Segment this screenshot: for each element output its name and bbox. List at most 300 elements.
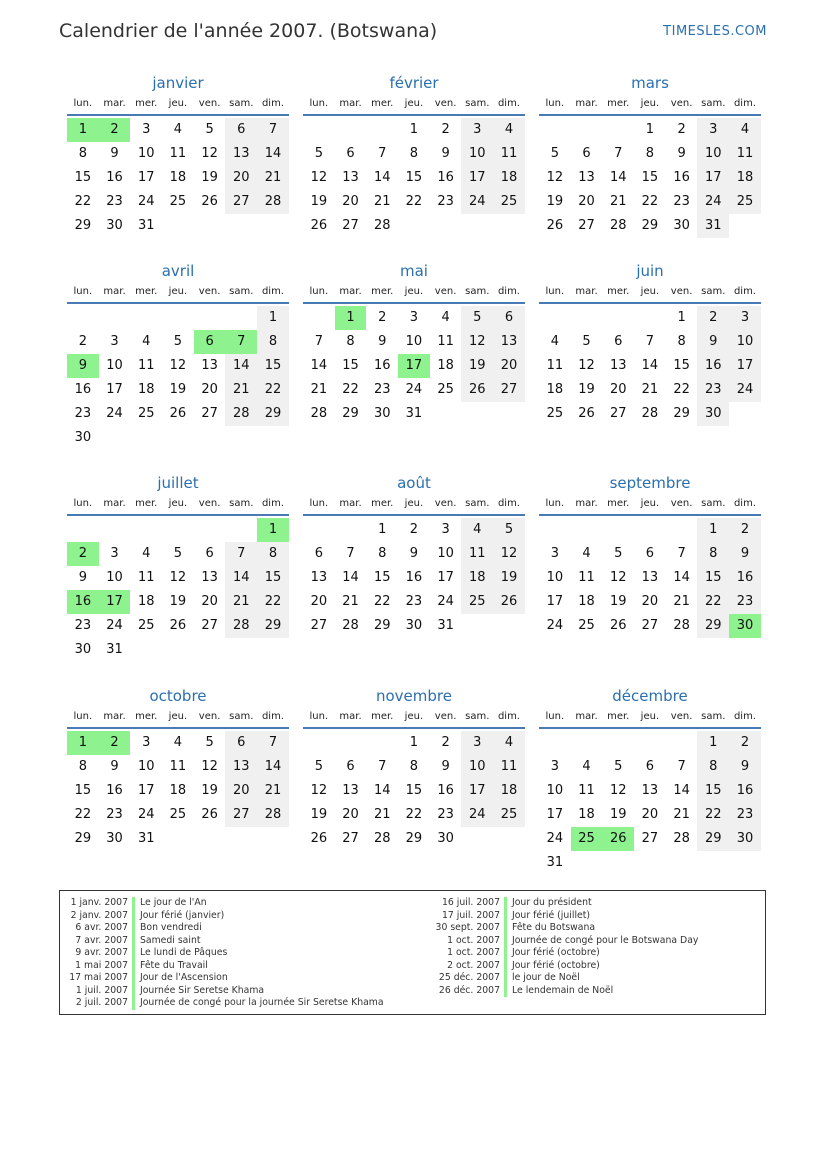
empty-cell [493,402,525,426]
weekday-label: mar. [575,286,598,297]
day-cell: 14 [373,170,391,185]
weekday-label: ven. [198,286,221,297]
day-cell: 30 [697,402,729,426]
month-name: février [389,74,439,92]
empty-cell [303,731,335,755]
month-5 [539,260,761,426]
day-cell: 5 [173,546,183,561]
weekday-label: jeu. [168,711,188,722]
month-2 [539,72,761,238]
day-cell: 14 [310,358,328,373]
day-cell: 13 [310,570,328,585]
empty-cell [162,214,194,238]
day-cell: 24 [405,382,423,397]
weekday-label: jeu. [404,498,424,509]
empty-cell [666,851,698,875]
day-cell: 27 [641,618,659,633]
day-cell: 8 [677,334,686,349]
day-cell: 1 [645,122,655,137]
day-cell: 11 [137,358,155,373]
empty-cell [130,306,162,330]
weekday-label: ven. [434,98,457,109]
day-cell: 23 [106,194,123,209]
weekday-label: mar. [103,711,126,722]
holiday-column-right [432,897,698,997]
day-cell: 1 [257,306,289,330]
day-cell: 28 [673,831,690,846]
day-cell: 13 [342,170,359,185]
month-name: octobre [149,687,207,705]
day-cell: 13 [201,358,218,373]
day-cell: 29 [257,614,289,638]
holiday-name: le jour de Noël [512,972,580,983]
weekday-label: mar. [339,286,362,297]
weekday-header [539,709,761,729]
day-cell: 20 [225,779,257,803]
holiday-row [60,897,384,910]
day-cell: 8 [346,334,355,349]
day-cell: 16 [673,170,690,185]
day-cell: 11 [546,358,564,373]
holiday-row [60,947,384,960]
day-cell: 3 [110,546,119,561]
day-cell: 2 [697,306,729,330]
day-cell: 29 [641,218,659,233]
day-cell: 25 [729,190,761,214]
day-cell: 15 [257,354,289,378]
weekday-label: lun. [309,498,329,509]
holiday-marker [504,897,507,910]
day-cell: 9 [409,546,419,561]
day-cell: 26 [578,406,595,421]
day-cell: 29 [257,402,289,426]
day-cell: 26 [546,218,564,233]
day-cell: 23 [673,194,690,209]
empty-cell [602,851,634,875]
day-cell: 16 [405,570,423,585]
week-row [67,779,289,803]
day-cell: 23 [729,590,761,614]
holiday-row [432,910,698,923]
holiday-marker [132,935,135,948]
day-cell: 2 [99,118,131,142]
day-cell: 20 [342,194,359,209]
weekday-label: lun. [309,286,329,297]
weekday-header [67,96,289,116]
weekday-label: ven. [670,498,693,509]
day-cell: 10 [461,142,493,166]
weekday-label: dim. [733,286,756,297]
empty-cell [194,306,226,330]
day-cell: 7 [614,146,623,161]
day-cell: 3 [729,306,761,330]
month-3 [67,260,289,450]
day-cell: 7 [645,334,655,349]
week-row [539,118,761,142]
week-row [67,378,289,402]
month-11 [539,685,761,875]
day-cell: 18 [137,382,155,397]
weekday-label: lun. [73,498,93,509]
holiday-date: 1 oct. 2007 [447,947,500,958]
holiday-name: Jour férié (octobre) [512,947,600,958]
day-cell: 1 [257,518,289,542]
day-cell: 21 [310,382,328,397]
empty-cell [162,426,194,450]
day-cell: 22 [74,194,92,209]
holiday-date: 30 sept. 2007 [435,922,500,933]
week-row [67,214,289,238]
holiday-date: 16 juil. 2007 [442,897,500,908]
day-cell: 28 [673,618,690,633]
empty-cell [493,214,525,238]
holiday-date: 25 déc. 2007 [438,972,500,983]
weekday-label: dim. [733,498,756,509]
day-cell: 7 [346,546,355,561]
day-cell: 21 [609,194,627,209]
day-cell: 28 [225,402,257,426]
day-cell: 4 [493,731,525,755]
day-cell: 14 [673,570,690,585]
day-cell: 17 [546,807,564,822]
day-cell: 22 [697,590,729,614]
holiday-marker [132,922,135,935]
holiday-date: 1 janv. 2007 [70,897,128,908]
weekday-label: ven. [670,711,693,722]
day-cell: 6 [346,759,355,774]
weekday-label: sam. [229,711,254,722]
site-logo[interactable]: TIMESLES.COM [663,24,767,39]
weekday-label: dim. [497,498,520,509]
day-cell: 31 [437,618,454,633]
day-cell: 1 [677,310,686,325]
day-cell: 16 [729,566,761,590]
empty-cell [130,638,162,662]
empty-cell [67,306,99,330]
week-row [67,827,289,851]
day-cell: 17 [398,354,430,378]
day-cell: 6 [645,759,655,774]
day-cell: 30 [74,642,92,657]
day-cell: 11 [493,755,525,779]
day-cell: 9 [110,759,119,774]
day-cell: 20 [201,594,218,609]
holiday-row [432,935,698,948]
day-cell: 15 [697,566,729,590]
weekday-label: lun. [309,711,329,722]
day-cell: 4 [461,518,493,542]
day-cell: 27 [342,218,359,233]
week-row [67,166,289,190]
empty-cell [729,402,761,426]
holiday-row [60,922,384,935]
holiday-name: Jour férié (octobre) [512,959,600,971]
day-cell: 4 [582,759,591,774]
day-cell: 2 [677,122,686,137]
day-cell: 3 [461,118,493,142]
weekday-label: mar. [103,98,126,109]
weekday-label: mar. [575,498,598,509]
holiday-row [60,997,384,1010]
weekday-label: jeu. [404,286,424,297]
week-row [303,803,525,827]
holiday-name: Samedi saint [140,934,201,946]
empty-cell [602,731,634,755]
week-row [303,779,525,803]
day-cell: 5 [205,122,214,137]
empty-cell [729,851,761,875]
day-cell: 10 [697,142,729,166]
day-cell: 26 [310,831,328,846]
weekday-label: mar. [575,98,598,109]
day-cell: 13 [225,755,257,779]
week-row [303,827,525,851]
weekday-label: mer. [371,711,394,722]
day-cell: 6 [614,334,623,349]
day-cell: 16 [106,783,123,798]
day-cell: 16 [729,779,761,803]
weekday-label: sam. [701,498,726,509]
day-cell: 15 [673,358,690,373]
week-row [539,731,761,755]
holiday-row [432,897,698,910]
empty-cell [634,731,666,755]
day-cell: 5 [314,759,323,774]
week-row [539,190,761,214]
month-10 [303,685,525,851]
day-cell: 6 [205,546,214,561]
empty-cell [634,518,666,542]
weekday-label: dim. [497,286,520,297]
day-cell: 26 [493,590,525,614]
day-cell: 14 [641,358,659,373]
weekday-label: jeu. [168,498,188,509]
empty-cell [67,518,99,542]
empty-cell [571,851,603,875]
weekday-label: jeu. [404,98,424,109]
weekday-label: jeu. [640,711,660,722]
day-cell: 22 [373,594,391,609]
day-cell: 20 [225,166,257,190]
day-cell: 12 [578,358,595,373]
holiday-name: Journée de congé pour la journée Sir Seretse Khama [140,997,384,1008]
day-cell: 19 [546,194,564,209]
empty-cell [366,118,398,142]
weekday-label: mar. [103,498,126,509]
day-cell: 8 [645,146,655,161]
day-cell: 16 [373,358,391,373]
empty-cell [729,214,761,238]
day-cell: 13 [609,358,627,373]
day-cell: 22 [257,378,289,402]
day-cell: 13 [641,570,659,585]
day-cell: 4 [493,118,525,142]
page-title: Calendrier de l'année 2007. (Botswana) [59,20,438,42]
day-cell: 28 [257,803,289,827]
day-cell: 5 [614,546,623,561]
week-row [303,142,525,166]
holiday-row [432,922,698,935]
weekday-label: sam. [465,711,490,722]
weekday-label: mer. [135,286,158,297]
empty-cell [571,518,603,542]
day-cell: 29 [74,218,92,233]
weekday-label: dim. [261,711,284,722]
empty-cell [666,518,698,542]
empty-cell [257,638,289,662]
week-row [539,542,761,566]
month-name: août [397,474,431,492]
holiday-marker [132,947,135,960]
weekday-label: lun. [309,98,329,109]
empty-cell [602,518,634,542]
week-row [67,306,289,330]
day-cell: 7 [378,759,387,774]
weekday-header [67,709,289,729]
day-cell: 5 [173,334,183,349]
day-cell: 27 [201,406,218,421]
day-cell: 19 [201,783,218,798]
day-cell: 19 [310,807,328,822]
day-cell: 4 [550,334,559,349]
day-cell: 12 [461,330,493,354]
week-row [303,590,525,614]
day-cell: 2 [67,542,99,566]
day-cell: 29 [697,827,729,851]
weekday-label: jeu. [640,286,660,297]
day-cell: 15 [405,170,423,185]
day-cell: 27 [201,618,218,633]
day-cell: 26 [169,406,187,421]
weekday-label: sam. [465,98,490,109]
day-cell: 27 [578,218,595,233]
holiday-row [60,985,384,998]
day-cell: 27 [342,831,359,846]
empty-cell [303,118,335,142]
holiday-date: 17 mai 2007 [69,972,128,983]
empty-cell [162,638,194,662]
holiday-date: 26 déc. 2007 [438,984,500,996]
day-cell: 29 [74,831,92,846]
month-name: mai [400,262,428,280]
weekday-label: mer. [135,498,158,509]
day-cell: 8 [257,542,289,566]
day-cell: 4 [173,122,183,137]
day-cell: 18 [493,166,525,190]
day-cell: 26 [461,378,493,402]
empty-cell [194,518,226,542]
day-cell: 7 [257,731,289,755]
weekday-label: sam. [229,286,254,297]
holiday-marker [504,947,507,960]
holiday-row [60,910,384,923]
day-cell: 11 [493,142,525,166]
day-cell: 21 [373,194,391,209]
empty-cell [194,426,226,450]
weekday-label: jeu. [404,711,424,722]
day-cell: 28 [225,614,257,638]
day-cell: 19 [310,194,328,209]
day-cell: 2 [729,518,761,542]
week-row [303,566,525,590]
holiday-name: Le lendemain de Noël [512,984,614,996]
day-cell: 10 [437,546,454,561]
day-cell: 10 [137,759,155,774]
holiday-name: Le jour de l'An [140,897,207,908]
weekday-label: jeu. [168,98,188,109]
empty-cell [303,518,335,542]
day-cell: 3 [550,759,559,774]
weekday-label: lun. [73,711,93,722]
day-cell: 11 [169,759,187,774]
day-cell: 30 [74,430,92,445]
month-7 [303,472,525,638]
holiday-date: 17 juil. 2007 [442,909,500,921]
week-row [539,378,761,402]
day-cell: 27 [609,406,627,421]
weekday-label: mer. [607,498,630,509]
week-row [303,402,525,426]
day-cell: 16 [74,382,92,397]
day-cell: 24 [546,618,564,633]
empty-cell [99,306,131,330]
weekday-label: mer. [371,498,394,509]
week-row [539,354,761,378]
empty-cell [257,426,289,450]
day-cell: 18 [169,170,187,185]
weekday-label: mer. [135,711,158,722]
day-cell: 5 [205,735,214,750]
day-cell: 22 [641,194,659,209]
week-row [303,354,525,378]
holiday-marker [132,910,135,923]
day-cell: 7 [677,759,686,774]
day-cell: 24 [697,190,729,214]
weekday-label: lun. [73,286,93,297]
month-4 [303,260,525,426]
week-row [539,779,761,803]
empty-cell [225,827,257,851]
day-cell: 24 [137,194,155,209]
day-cell: 18 [493,779,525,803]
day-cell: 10 [137,146,155,161]
day-cell: 12 [609,783,627,798]
day-cell: 16 [697,354,729,378]
day-cell: 8 [409,146,419,161]
empty-cell [461,402,493,426]
empty-cell [539,731,571,755]
day-cell: 24 [106,406,123,421]
day-cell: 30 [437,831,454,846]
day-cell: 11 [169,146,187,161]
holiday-list [59,890,766,1015]
day-cell: 7 [378,146,387,161]
empty-cell [461,614,493,638]
day-cell: 17 [437,570,454,585]
empty-cell [461,827,493,851]
day-cell: 4 [173,735,183,750]
day-cell: 10 [405,334,423,349]
weekday-label: sam. [465,286,490,297]
day-cell: 31 [405,406,423,421]
weekday-label: mer. [607,711,630,722]
holiday-marker [504,985,507,998]
day-cell: 15 [74,170,92,185]
week-row [67,803,289,827]
day-cell: 3 [142,122,151,137]
day-cell: 15 [257,566,289,590]
day-cell: 29 [342,406,359,421]
